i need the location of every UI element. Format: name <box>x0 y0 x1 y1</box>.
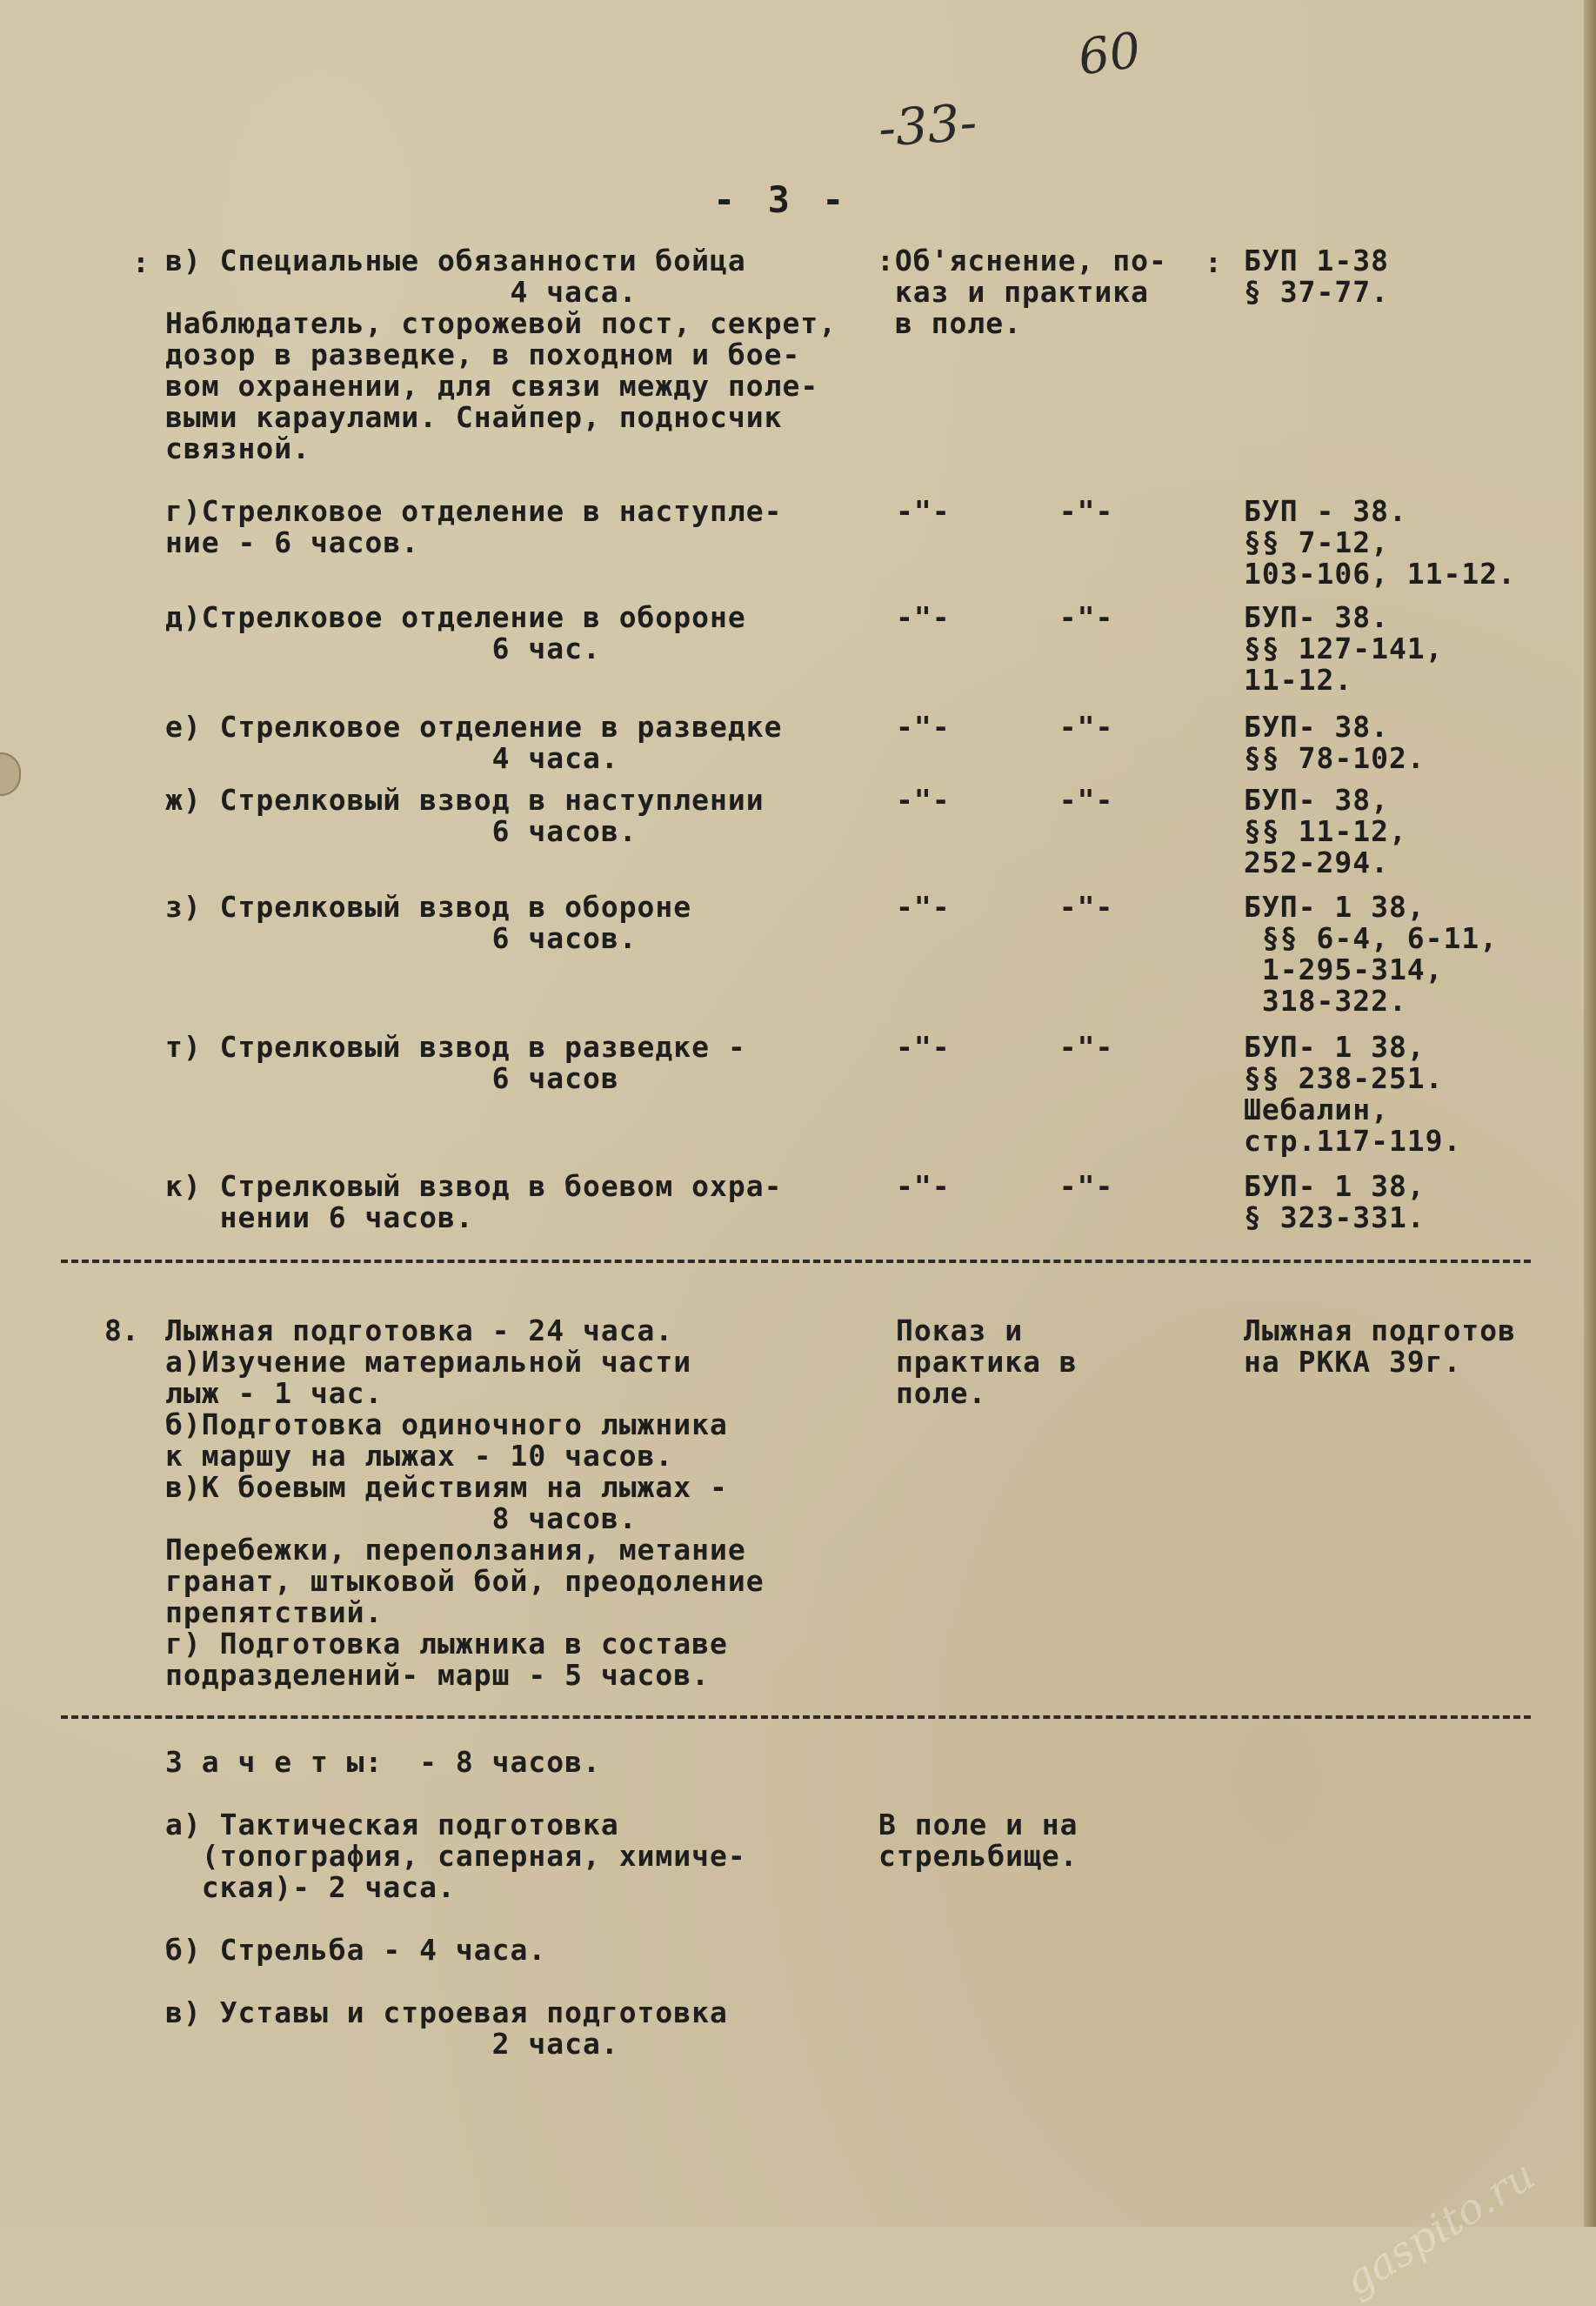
reference-cell: Лыжная подготов на РККА 39г. <box>1244 1313 1517 1379</box>
method-cell: :Об'яснение, по- каз и практика в поле. <box>877 244 1167 340</box>
reference-cell: БУП- 38, §§ 11-12, 252-294. <box>1244 783 1407 879</box>
topic-cell: т) Стрелковый взвод в разведке - 6 часов <box>165 1030 746 1095</box>
reference-cell: БУП- 1 38, §§ 238-251. Шебалин, стр.117-119. <box>1244 1030 1462 1158</box>
method-cell: -"- -"- <box>896 710 1114 744</box>
row-marker: : <box>132 245 150 279</box>
reference-cell: БУП - 38. §§ 7-12, 103-106, 11-12. <box>1244 494 1517 591</box>
reference-cell: БУП 1-38 § 37-77. <box>1244 244 1389 309</box>
method-cell: -"- -"- <box>896 494 1114 528</box>
method-cell: -"- -"- <box>896 783 1114 817</box>
method-cell: В поле и на стрельбище. <box>878 1808 1078 1873</box>
topic-cell: е) Стрелковое отделение в разведке 4 часа. <box>165 710 783 775</box>
handwritten-page-number: -33- <box>876 92 979 158</box>
reference-cell: БУП- 38. §§ 78-102. <box>1244 710 1426 775</box>
reference-cell: БУП- 1 38, §§ 6-4, 6-11, 1-295-314, 318-322. <box>1244 890 1499 1018</box>
handwritten-corner-mark: 60 <box>1074 22 1145 87</box>
topic-cell: д)Стрелковое отделение в обороне 6 час. <box>165 600 746 665</box>
section-number: 8. <box>104 1313 139 1347</box>
method-cell: -"- -"- <box>896 600 1114 634</box>
topic-cell: г)Стрелковое отделение в наступле- ние - 6 часов. <box>165 494 783 559</box>
page-edge <box>1584 0 1596 2227</box>
row-marker: : <box>1205 245 1222 279</box>
method-cell: -"- -"- <box>896 1030 1114 1064</box>
section-divider <box>61 1715 1531 1719</box>
topic-cell: Лыжная подготовка - 24 часа. а)Изучение материальной части лыж - 1 час. б)Подготовка одиночного лыжника к маршу на лыжах - 10 часов. в)К боевым действиям на лыжах - 8 часов. Перебежки, переползания, метание гранат, штыковой бой, преодоление препятствий. г) Подготовка лыжника в составе подразделений- марш - 5 часов. <box>165 1313 765 1692</box>
reference-cell: БУП- 38. §§ 127-141, 11-12. <box>1244 600 1444 697</box>
method-cell: -"- -"- <box>896 1169 1114 1203</box>
typed-page-number: - 3 - <box>713 178 850 221</box>
reference-cell: БУП- 1 38, § 323-331. <box>1244 1169 1426 1234</box>
watermark: gaspito.ru <box>1336 2150 1544 2306</box>
topic-cell: з) Стрелковый взвод в обороне 6 часов. <box>165 890 692 955</box>
section-divider <box>61 1260 1531 1263</box>
punch-hole <box>0 752 21 796</box>
topic-cell: З а ч е т ы: - 8 часов. а) Тактическая подготовка (топография, саперная, химиче- ская)- 2 часа. б) Стрельба - 4 часа. в) Уставы и строевая подготовка 2 часа. <box>165 1745 746 2061</box>
method-cell: -"- -"- <box>896 890 1114 924</box>
topic-cell: в) Специальные обязанности бойца 4 часа. Наблюдатель, сторожевой пост, секрет, дозор в разведке, в походном и бое- вом охранении, для связи между поле- выми караулами. Снайпер, подносчик связной. <box>165 244 838 465</box>
topic-cell: к) Стрелковый взвод в боевом охра- нении 6 часов. <box>165 1169 783 1234</box>
topic-cell: ж) Стрелковый взвод в наступлении 6 часов. <box>165 783 765 848</box>
method-cell: Показ и практика в поле. <box>896 1313 1078 1410</box>
